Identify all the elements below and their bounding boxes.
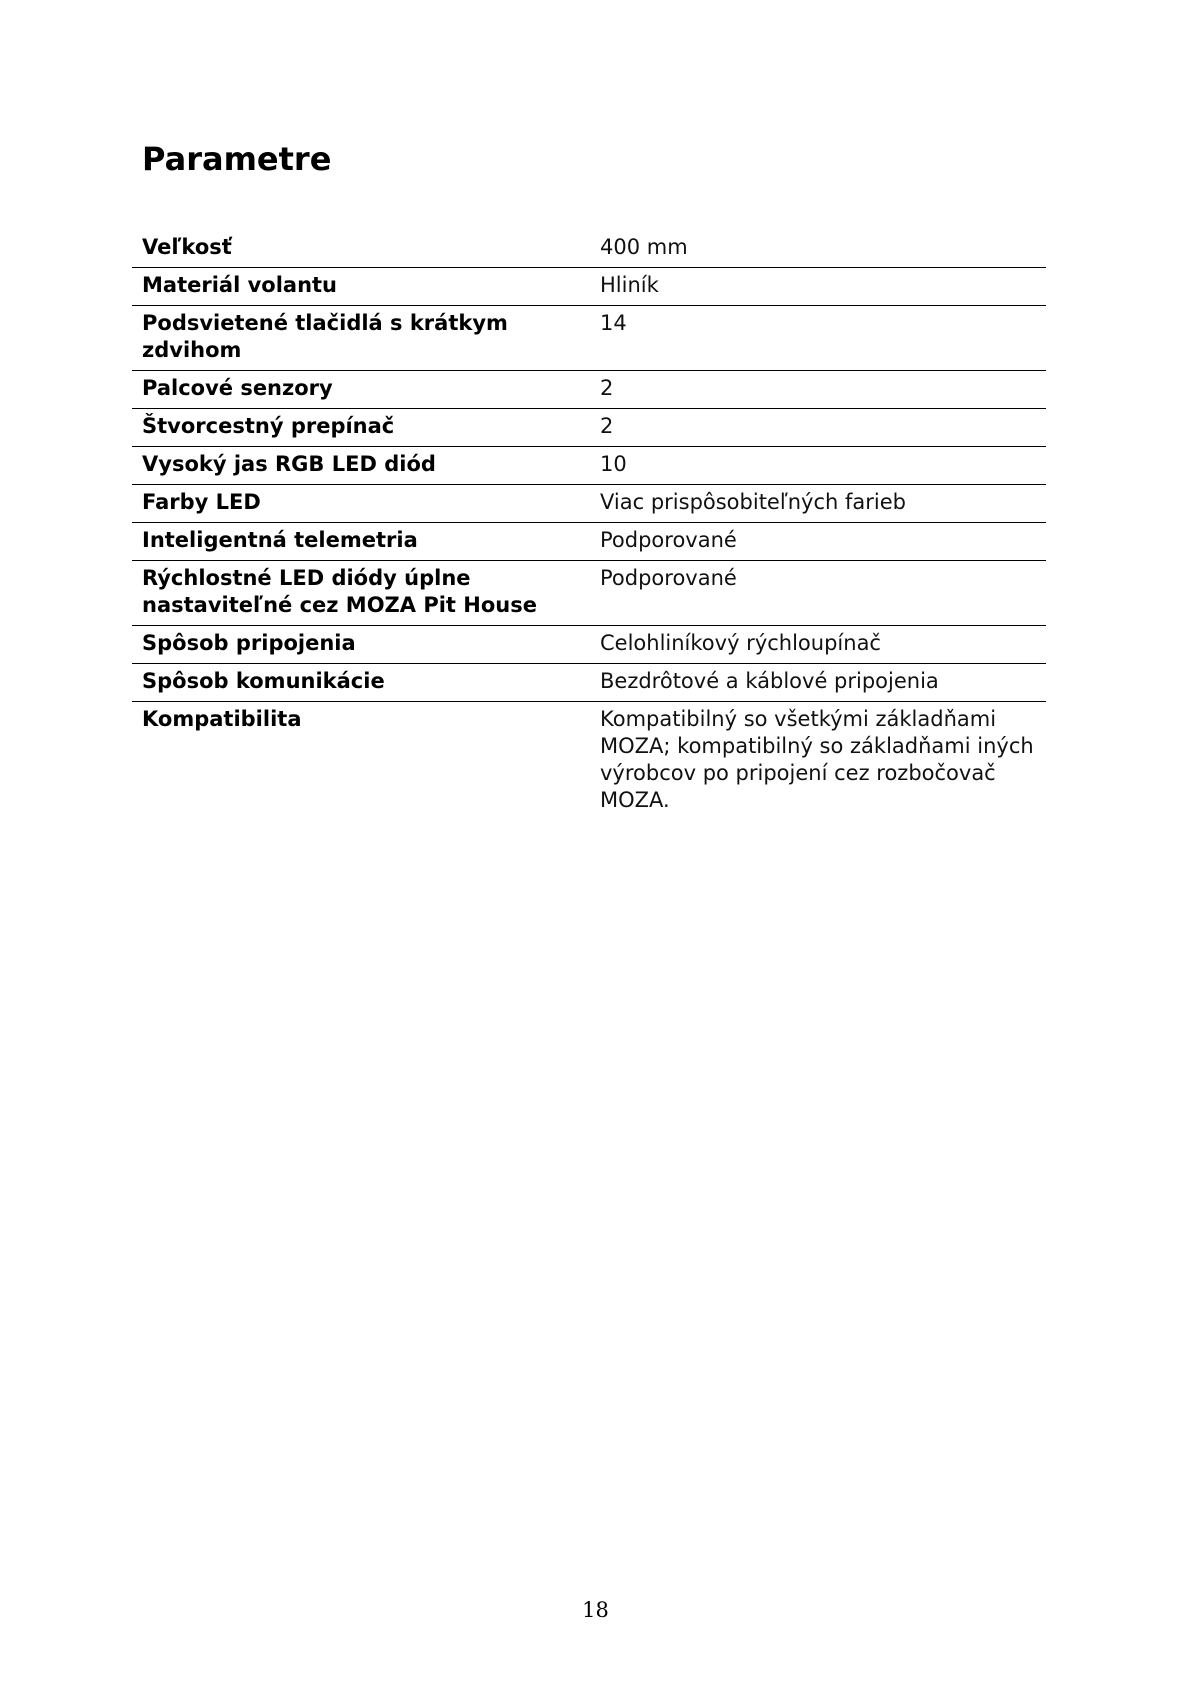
spec-label: Štvorcestný prepínač [142, 414, 395, 438]
table-row [132, 306, 1046, 371]
spec-value: Celohliníkový rýchloupínač [600, 631, 881, 655]
spec-value: Hliník [600, 273, 659, 297]
spec-value: 2 [600, 414, 614, 438]
table-row [132, 485, 1046, 523]
spec-label: Palcové senzory [142, 376, 333, 400]
spec-label: Kompatibilita [142, 707, 302, 731]
spec-label: Materiál volantu [142, 273, 338, 297]
table-row [132, 371, 1046, 409]
table-row [132, 664, 1046, 702]
spec-value: 400 mm [600, 235, 688, 259]
spec-label: Veľkosť [142, 235, 232, 259]
spec-value: 2 [600, 376, 614, 400]
table-row [132, 523, 1046, 561]
spec-value: Viac prispôsobiteľných farieb [600, 490, 906, 514]
table-row [132, 561, 1046, 626]
spec-value: Podporované [600, 528, 737, 552]
spec-label: Spôsob pripojenia [142, 631, 356, 655]
table-row [132, 447, 1046, 485]
table-row [132, 230, 1046, 268]
spec-table [132, 230, 1046, 820]
spec-label: Spôsob komunikácie [142, 669, 385, 693]
spec-value: 10 [600, 452, 627, 476]
table-row [132, 268, 1046, 306]
table-row [132, 409, 1046, 447]
table-row [132, 626, 1046, 664]
spec-value: Podporované [600, 566, 737, 590]
spec-label: Vysoký jas RGB LED diód [142, 452, 436, 476]
spec-label: Farby LED [142, 490, 261, 514]
spec-label: Rýchlostné LED diódy úplne nastaviteľné cez MOZA Pit House [142, 566, 537, 617]
spec-value: Bezdrôtové a káblové pripojenia [600, 669, 939, 693]
spec-value: 14 [600, 311, 627, 335]
table-row [132, 702, 1046, 821]
spec-label: Podsvietené tlačidlá s krátkym zdvihom [142, 311, 508, 362]
spec-value: Kompatibilný so všetkými základňami MOZA; kompatibilný so základňami iných výrobcov po pripojení cez rozbočovač MOZA. [600, 707, 1034, 812]
spec-label: Inteligentná telemetria [142, 528, 418, 552]
page-title: Parametre [142, 140, 332, 178]
page-number: 18 [582, 1598, 609, 1622]
